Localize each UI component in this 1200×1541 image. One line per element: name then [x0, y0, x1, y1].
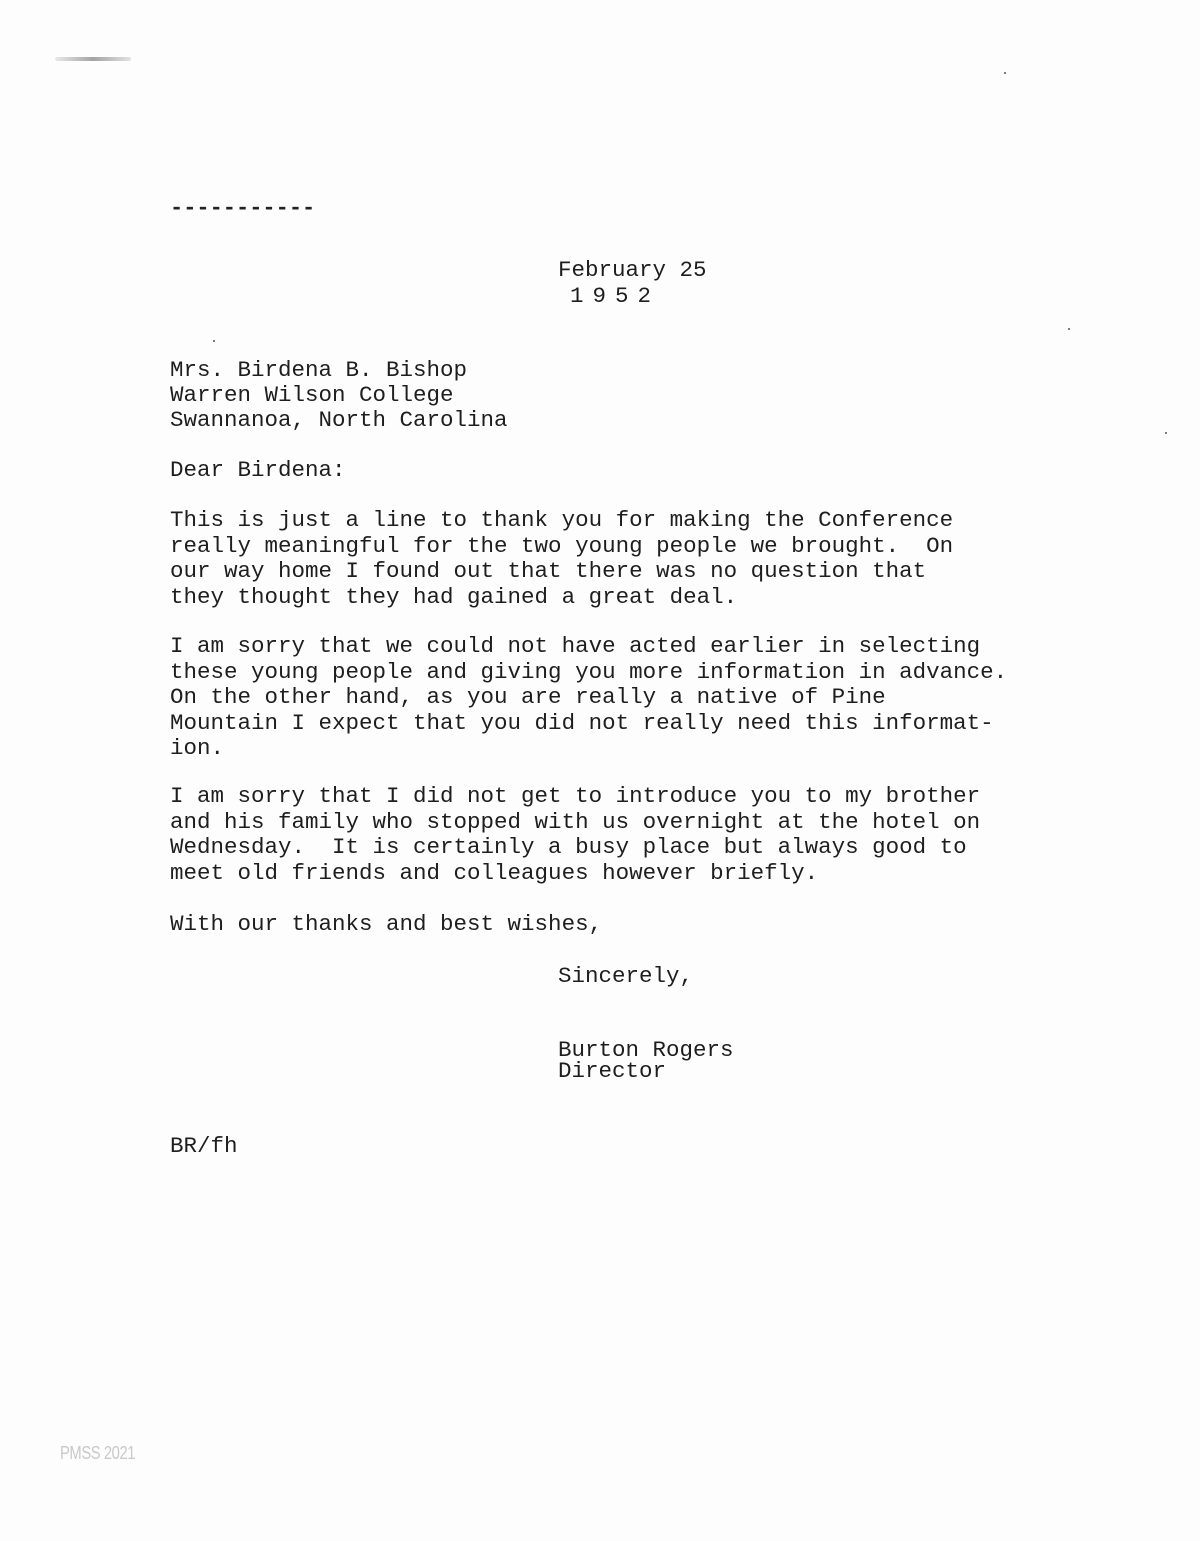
body-line: With our thanks and best wishes,	[170, 911, 603, 937]
body-line: This is just a line to thank you for making the Conference	[170, 507, 954, 533]
recipient-location: Swannanoa, North Carolina	[170, 407, 508, 433]
body-line: I am sorry that we could not have acted earlier in selecting	[170, 633, 981, 659]
body-line: On the other hand, as you are really a native of Pine	[170, 684, 886, 710]
salutation: Dear Birdena:	[170, 457, 346, 483]
body-line: they thought they had gained a great deal.	[170, 583, 738, 610]
archive-watermark: PMSS 2021	[60, 1443, 136, 1463]
body-line: ion.	[170, 735, 225, 761]
body-line: these young people and giving you more information in advance.	[170, 658, 1008, 685]
body-line: and his family who stopped with us overnight at the hotel on	[170, 808, 981, 835]
body-paragraph-2	[170, 634, 1007, 762]
paper-speck	[1165, 432, 1167, 434]
body-line: our way home I found out that there was no question that	[170, 558, 927, 584]
paper-speck	[1068, 328, 1070, 330]
body-line: really meaningful for the two young people we brought. On	[170, 532, 954, 559]
dash-rule: -----------	[170, 196, 316, 221]
signer-name: Burton Rogers	[558, 1037, 734, 1063]
letter-year: 1952	[570, 283, 661, 309]
paper-speck	[1004, 72, 1006, 74]
recipient-institution: Warren Wilson College	[170, 382, 454, 408]
body-line: Wednesday. It is certainly a busy place but always good to	[170, 834, 967, 860]
letter-date: February 25	[558, 257, 707, 283]
body-paragraph-1	[170, 508, 953, 610]
scan-smudge-mark	[55, 57, 131, 61]
body-line: Mountain I expect that you did not really need this informat-	[170, 709, 994, 736]
reference-initials: BR/fh	[170, 1133, 238, 1159]
body-line: meet old friends and colleagues however briefly.	[170, 859, 819, 886]
body-paragraph-3	[170, 784, 980, 886]
paper-speck	[213, 340, 215, 342]
body-paragraph-4	[170, 912, 602, 938]
body-line: I am sorry that I did not get to introduce you to my brother	[170, 783, 981, 809]
signer-title: Director	[558, 1058, 667, 1084]
complimentary-closing: Sincerely,	[558, 963, 694, 989]
recipient-name: Mrs. Birdena B. Bishop	[170, 357, 468, 383]
